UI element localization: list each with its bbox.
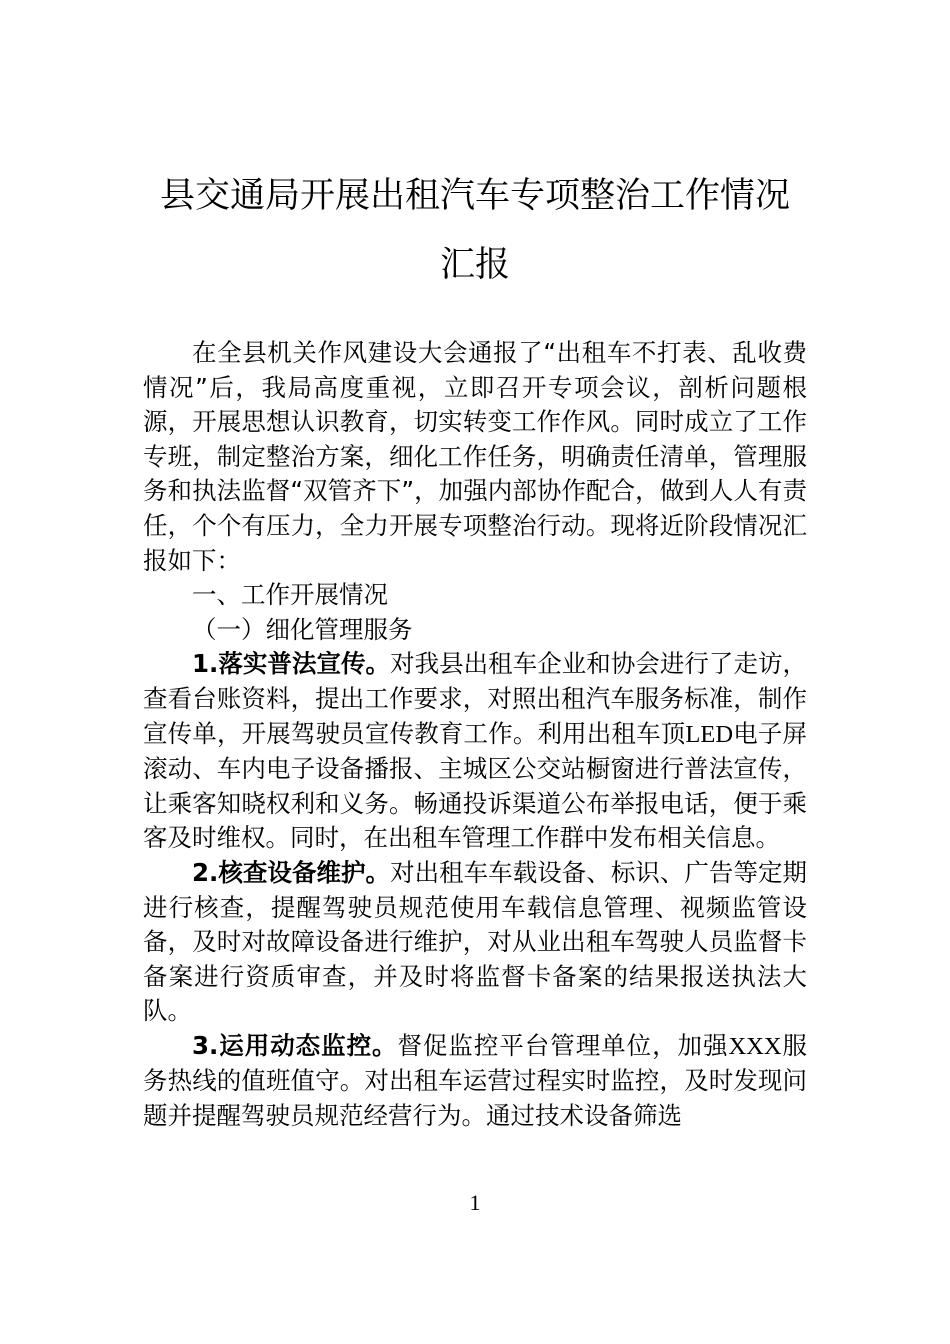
item-1-text-b: 电子屏滚动、车内电子设备播报、主城区公交站橱窗进行普法宣传，让乘客知晓权利和义务。畅通投诉渠道公布举报电话，便于乘客及时维权。同时，在出租车管理工作群中发布相关信息。 — [143, 718, 808, 853]
section-heading-1: 一、工作开展情况 — [192, 580, 388, 610]
item-3-latin: XXX — [728, 1032, 782, 1060]
page-number: 1 — [469, 1190, 481, 1215]
item-3-paragraph — [143, 1029, 807, 1134]
item-1-latin: LED — [685, 720, 734, 748]
document-body — [143, 336, 807, 1134]
item-3-text-a: 督促监控平台管理单位，加强 — [397, 1030, 729, 1060]
item-2-text: 对出租车车载设备、标识、广告等定期进行核查，提醒驾驶员规范使用车载信息管理、视频监管设备，及时对故障设备进行维护，对从业出租车驾驶人员监督卡备案进行资质审查，并及时将监督卡备案的结果报送执法大队。 — [143, 857, 808, 1026]
item-1-paragraph — [143, 647, 807, 856]
subsection-heading-1: （一）细化管理服务 — [192, 614, 413, 644]
document-title-line1: 县交通局开展出租汽车专项整治工作情况 — [159, 176, 790, 216]
item-2-lead: 2.核查设备维护。 — [192, 857, 391, 887]
item-1-text-a: 对我县出租车企业和协会进行了走访，查看台账资料，提出工作要求，对照出租汽车服务标准，制作宣传单，开展驾驶员宣传教育工作。利用出租车顶 — [143, 649, 808, 748]
item-3-text-b: 服务热线的值班值守。对出租车运营过程实时监控，及时发现问题并提醒驾驶员规范经营行为。通过技术设备筛选 — [143, 1030, 808, 1131]
item-1-lead: 1.落实普法宣传。 — [192, 649, 391, 679]
item-3-lead: 3.运用动态监控。 — [192, 1030, 398, 1060]
document-title-line2: 汇报 — [439, 245, 510, 285]
intro-paragraph: 在全县机关作风建设大会通报了“出租车不打表、乱收费情况”后，我局高度重视，立即召开专项会议，剖析问题根源，开展思想认识教育，切实转变工作作风。同时成立了工作专班，制定整治方案，细化工作任务，明确责任清单，管理服务和执法监督“双管齐下”，加强内部协作配合，做到人人有责任，个个有压力，全力开展专项整治行动。现将近阶段情况汇报如下： — [143, 338, 807, 575]
item-2-paragraph — [143, 856, 807, 1029]
